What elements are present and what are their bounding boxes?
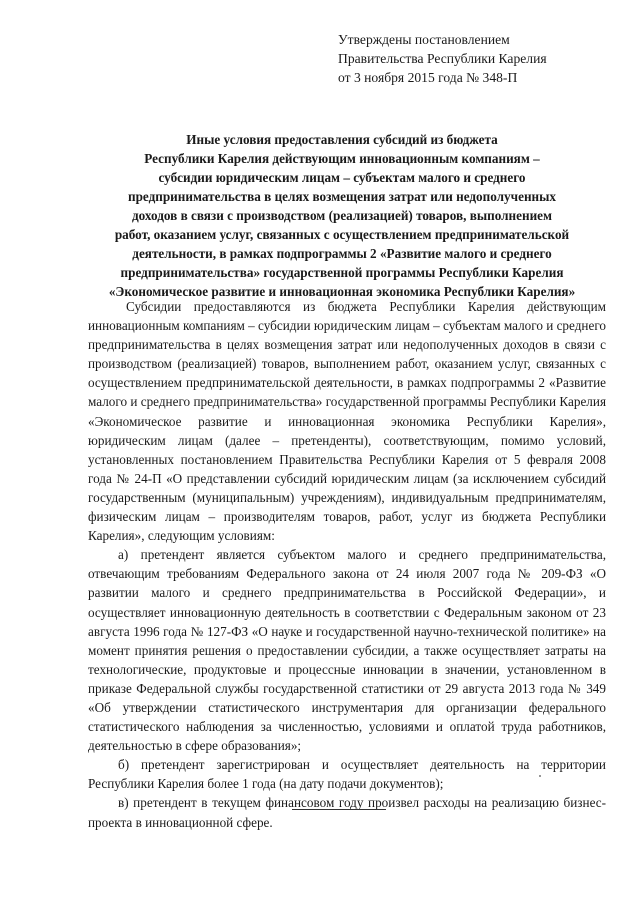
title-line: предпринимательства» государственной программы Республики Карелия [120,265,564,280]
title-line: предпринимательства в целях возмещения затрат или недополученных [127,189,557,204]
condition-item-b: б) претендент зарегистрирован и осуществляет деятельность на территории Республики Карелия более 1 года (на дату подачи документов); [88,757,606,792]
end-divider [292,809,386,810]
title-line: «Экономическое развитие и инновационная экономика Республики Карелия» [108,284,576,299]
title-line: субсидии юридическим лицам – субъектам малого и среднего [158,170,526,185]
title-line: работ, оказанием услуг, связанных с осуществлением предпринимательской [114,227,570,242]
document-title [72,130,612,301]
title-line: доходов в связи с производством (реализацией) товаров, выполнением [131,208,553,223]
title-line: Иные условия предоставления субсидий из бюджета [186,132,498,147]
approval-stamp [338,30,628,87]
document-body [88,297,606,832]
approval-line-1: Утверждены постановлением [338,32,510,47]
approval-line-2: Правительства Республики Карелия [338,51,547,66]
condition-item-a: а) претендент является субъектом малого и среднего предпринимательства, отвечающим требованиям Федерального закона от 24 июля 2007 года № 209-ФЗ «О развитии малого и среднего предпринимательства в Российской Федерации», и осуществляет инновационную деятельность в соответствии с Федеральным законом от 23 августа 1996 года № 127-ФЗ «О науке и государственной научно-технической политике» на момент принятия решения о предоставлении субсидии, а также осуществляет затраты на технологические, продуктовые и процессные инновации в значении, установленном в приказе Федеральной службы государственной статистики от 29 августа 2013 года № 349 «Об утверждении статистического инструментария для организации федерального статистического наблюдения за численностью, условиями и оплатой труда работников, деятельностью в сфере образования»; [88,547,606,754]
title-line: Республики Карелия действующим инновационным компаниям – [144,151,540,166]
scan-speck [539,775,541,777]
intro-paragraph: Субсидии предоставляются из бюджета Республики Карелия действующим инновационным компаниям – субсидии юридическим лицам – субъектам малого и среднего предпринимательства в целях возмещения затрат или недополученных доходов в связи с производством (реализацией) товаров, выполнением работ, оказанием услуг, связанных с осуществлением предпринимательской деятельности, в рамках подпрограммы 2 «Развитие малого и среднего предпринимательства» государственной программы Республики Карелия «Экономическое развитие и инновационная экономика Республики Карелия», юридическим лицам (далее – претенденты), соответствующим, помимо условий, установленных постановлением Правительства Республики Карелия от 5 февраля 2008 года № 24-П «О представлении субсидий юридическим лицам (за исключением субсидий государственным (муниципальным) учреждениям), индивидуальным предпринимателям, физическим лицам – производителям товаров, работ, услуг из бюджета Республики Карелия», следующим условиям: [88,299,607,544]
condition-item-c: в) претендент в текущем финансовом году произвел расходы на реализацию бизнес-проекта в инновационной сфере. [88,795,606,830]
title-line: деятельности, в рамках подпрограммы 2 «Развитие малого и среднего [132,246,552,261]
approval-line-3: от 3 ноября 2015 года № 348-П [338,70,518,85]
